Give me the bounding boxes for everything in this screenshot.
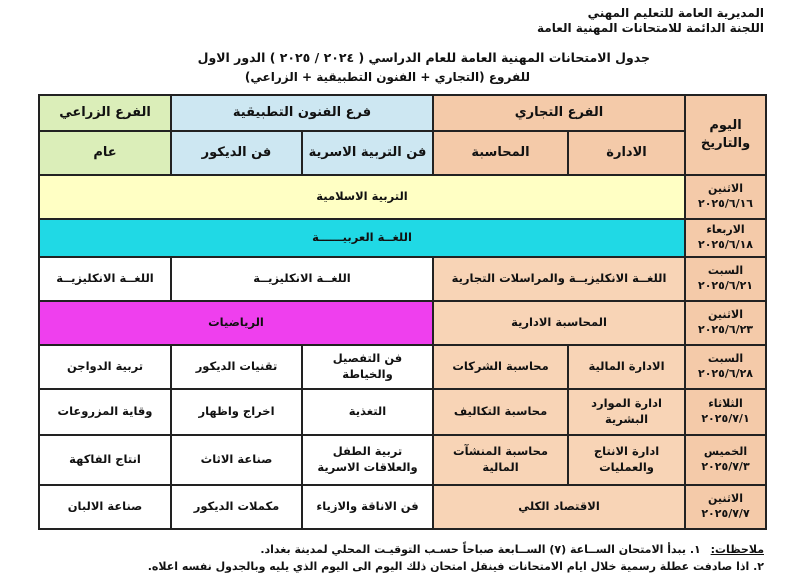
exam-cell: الادارة المالية bbox=[568, 345, 685, 389]
note-2: ٢. اذا صادفت عطلة رسمية خلال ايام الامتحانات فينقل امتحان ذلك اليوم الى اليوم الذي يليه وبالجدول نفسه اعلاه. bbox=[147, 560, 764, 573]
day-cell: السبت ٢٠٢٥/٦/٢١ bbox=[685, 257, 766, 301]
note-1 bbox=[260, 543, 764, 556]
exam-cell: اللغــة العربيــــــة bbox=[39, 219, 685, 257]
exam-cell: محاسبة التكاليف bbox=[433, 389, 568, 435]
general-subheader: عام bbox=[39, 131, 171, 175]
exam-cell: انتاج الفاكهة bbox=[39, 435, 171, 485]
day-cell: الخميس ٢٠٢٥/٧/٣ bbox=[685, 435, 766, 485]
exam-cell: فن التفصيل والخياطة bbox=[302, 345, 433, 389]
accounting-subheader: المحاسبة bbox=[433, 131, 568, 175]
exam-cell: التربية الاسلامية bbox=[39, 175, 685, 219]
commercial-branch-header: الفرع التجاري bbox=[433, 95, 685, 131]
schedule-title: جدول الامتحانات المهنية العامة للعام الدراسي ( ٢٠٢٤ / ٢٠٢٥ ) الدور الاول bbox=[197, 50, 650, 65]
day-cell: الاربعاء ٢٠٢٥/٦/١٨ bbox=[685, 219, 766, 257]
directorate-title: المديرية العامة للتعليم المهني bbox=[587, 6, 764, 20]
notes-label: ملاحظات: bbox=[710, 543, 764, 556]
exam-cell: فن الاناقة والازياء bbox=[302, 485, 433, 529]
exam-cell: تقنيات الديكور bbox=[171, 345, 302, 389]
exam-cell: محاسبة المنشآت المالية bbox=[433, 435, 568, 485]
exam-cell: الاقتصاد الكلي bbox=[433, 485, 685, 529]
exam-cell: تربية الدواجن bbox=[39, 345, 171, 389]
day-cell: الاثنين ٢٠٢٥/٧/٧ bbox=[685, 485, 766, 529]
exam-cell: المحاسبة الادارية bbox=[433, 301, 685, 345]
committee-title: اللجنة الدائمة للامتحانات المهنية العامة bbox=[537, 21, 764, 35]
exam-cell: صناعة الالبان bbox=[39, 485, 171, 529]
day-date-header: اليوم والتاريخ bbox=[685, 95, 766, 175]
exam-cell: اخراج واظهار bbox=[171, 389, 302, 435]
day-cell: الثلاثاء ٢٠٢٥/٧/١ bbox=[685, 389, 766, 435]
exam-cell: اللغــة الانكليزيــة bbox=[39, 257, 171, 301]
exam-cell: اللغــة الانكليزيــة bbox=[171, 257, 433, 301]
exam-cell: محاسبة الشركات bbox=[433, 345, 568, 389]
exam-cell: تربية الطفل والعلاقات الاسرية bbox=[302, 435, 433, 485]
branches-subtitle: للفروع (التجاري + الفنون التطبيقية + الزراعي) bbox=[244, 70, 530, 84]
exam-cell: ادارة الانتاج والعمليات bbox=[568, 435, 685, 485]
day-cell: الاثنين ٢٠٢٥/٦/٢٣ bbox=[685, 301, 766, 345]
exam-cell: الرياضيات bbox=[39, 301, 433, 345]
family-education-subheader: فن التربية الاسرية bbox=[302, 131, 433, 175]
management-subheader: الادارة bbox=[568, 131, 685, 175]
exam-cell: صناعة الاثاث bbox=[171, 435, 302, 485]
exam-cell: مكملات الديكور bbox=[171, 485, 302, 529]
exam-cell: وقاية المزروعات bbox=[39, 389, 171, 435]
exam-cell: التغذية bbox=[302, 389, 433, 435]
applied-arts-branch-header: فرع الفنون التطبيقية bbox=[171, 95, 433, 131]
note-1-text: ١. يبدأ الامتحان الســاعة (٧) الســابعة صباحاً حسـب التوقيـت المحلي لمدينة بغداد. bbox=[260, 543, 701, 556]
day-cell: الاثنين ٢٠٢٥/٦/١٦ bbox=[685, 175, 766, 219]
exam-schedule-table bbox=[38, 94, 767, 530]
agricultural-branch-header: الفرع الزراعي bbox=[39, 95, 171, 131]
exam-cell: ادارة الموارد البشرية bbox=[568, 389, 685, 435]
decor-subheader: فن الديكور bbox=[171, 131, 302, 175]
day-cell: السبت ٢٠٢٥/٦/٢٨ bbox=[685, 345, 766, 389]
exam-cell: اللغــة الانكليزيــة والمراسلات التجارية bbox=[433, 257, 685, 301]
